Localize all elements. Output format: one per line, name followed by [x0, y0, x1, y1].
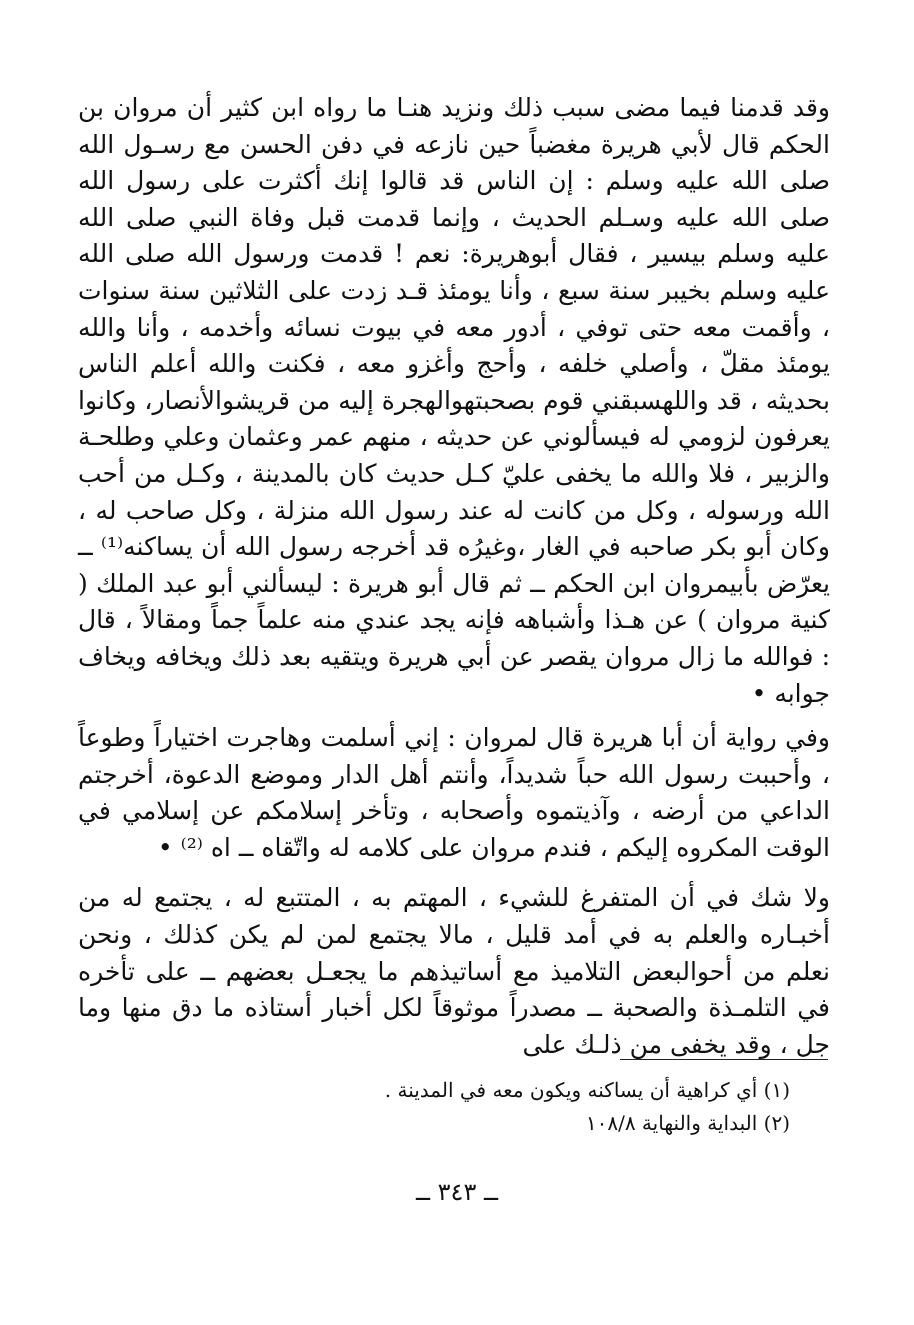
footnote-1: (١) أي كراهية أن يساكنه ويكون معه في المدينة . — [384, 1078, 790, 1102]
paragraph-2: وفي رواية أن أبا هريرة قال لمروان : إني أسلمت وهاجرت اختياراً وطوعاً ، وأحببت رسول الله حباً شديداً، وأنتم أهل الدار وموضع الدعوة، أخرجتم الداعي من أرضه ، وآذيتموه وأصحابه ، وتأخر إسلامكم عن إسلامي في الوقت المكروه إليكم ، فندم مروان على كلامه له واتّقاه ــ اه ⁽²⁾ • — [78, 723, 830, 862]
paragraph-1: وقد قدمنا فيما مضى سبب ذلك ونزيد هنـا ما رواه ابن كثير أن مروان بن الحكم قال لأبي هريرة مغضباً حين نازعه في دفن الحسن مع رسـول الله صلى الله عليه وسلم : إن الناس قد قالوا إنك أكثرت على رسول الله صلى الله عليه وسـلم الحديث ، وإنما قدمت قبل وفاة النبي صلى الله عليه وسلم بيسير ، فقال أبوهريرة: نعم ! قدمت ورسول الله صلى الله عليه وسلم بخيبر سنة سبع ، وأنا يومئذ قـد زدت على الثلاثين سنة سنوات ، وأقمت معه حتى توفي ، أدور معه في بيوت نسائه وأخدمه ، وأنا والله يومئذ مقلّ ، وأصلي خلفه ، وأحج وأغزو معه ، فكنت والله أعلم الناس بحديثه ، قد واللهسبقني قوم بصحبتهوالهجرة إليه من قريشوالأنصار، وكانوا يعرفون لزومي له فيسألوني عن حديثه ، منهم عمر وعثمان وعلي وطلحـة والزبير ، فلا والله ما يخفى عليّ كـل حديث كان بالمدينة ، وكـل من أحب الله ورسوله ، وكل من كانت له عند رسول الله منزلة ، وكل صاحب له ، وكان أبو بكر صاحبه في الغار ،وغيرُه قد أخرجه رسول الله أن يساكنه⁽¹⁾ ــ يعرّض بأبيمروان ابن الحكم ــ ثم قال أبو هريرة : ليسألني أبو عبد الملك ( كنية مروان ) عن هـذا وأشباهه فإنه يجد عندي منه علماً جماً ومقالاً ، قال : فوالله ما زال مروان يقصر عن أبي هريرة ويتقيه بعد ذلك ويخافه ويخاف جوابه • — [78, 93, 831, 708]
footnotes — [78, 1074, 790, 1140]
paragraph-3: ولا شك في أن المتفرغ للشيء ، المهتم به ، المتتبع له ، يجتمع له من أخبـاره والعلم به في أمد قليل ، مالا يجتمع لمن لم يكن كذلك ، ونحن نعلم من أحوالبعض التلاميذ مع أساتيذهم ما يجعـل بعضهم ــ على تأخره في التلمـذة والصحبة ــ مصدراً موثوقاً لكل أخبار أستاذه ما دق منها وما جل ، وقد يخفى من ذلـك على — [78, 883, 830, 1059]
footnote-divider — [620, 1059, 828, 1060]
main-text — [78, 90, 830, 1063]
page-number: ــ ٣٤٣ ــ — [415, 1178, 499, 1206]
footnote-2: (٢) البداية والنهاية ١٠٨/٨ — [585, 1111, 790, 1135]
